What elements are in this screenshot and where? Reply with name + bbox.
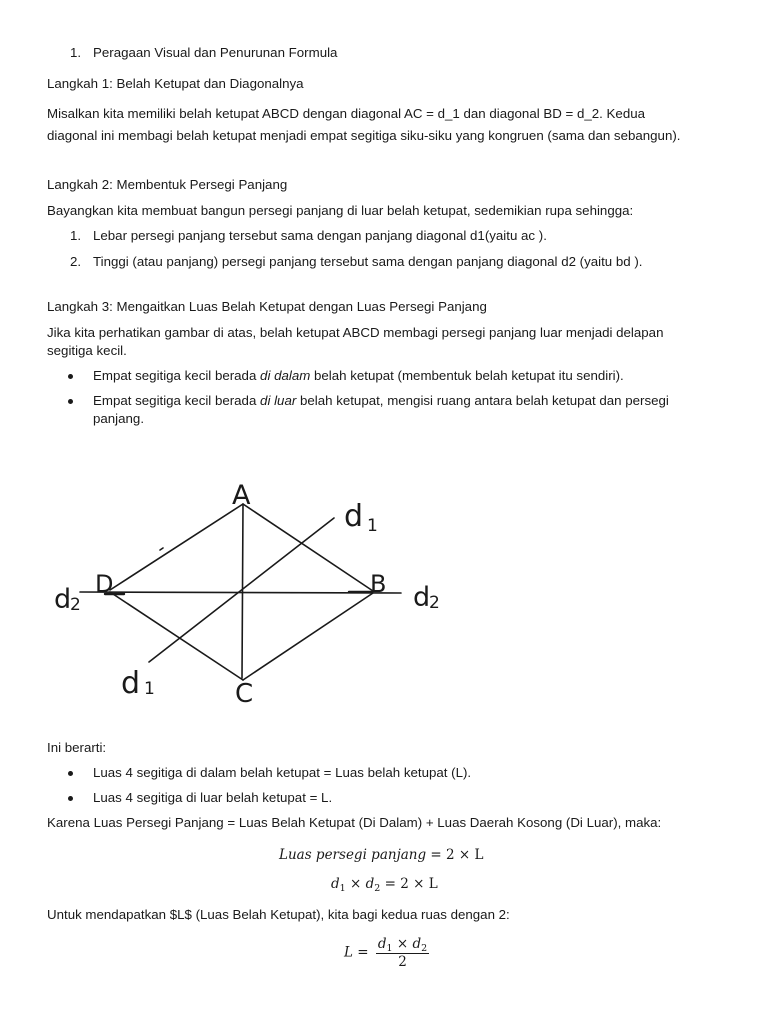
label-d2-left: d <box>54 584 72 615</box>
step3-bullet1: Empat segitiga kecil berada di dalam belah ketupat (membentuk belah ketupat itu sendiri). <box>93 368 624 383</box>
conclusion-intro: Ini berarti: <box>47 740 107 755</box>
label-d1-bottom-sub: 1 <box>144 679 155 699</box>
equation-1: Luas persegi panjang = 2 × L <box>279 847 484 863</box>
bullet-dot <box>68 796 73 801</box>
step3-bullet2-line2: panjang. <box>93 411 145 426</box>
step2-intro: Bayangkan kita membuat bangun persegi panjang di luar belah ketupat, sedemikian rupa sehingga: <box>47 203 634 218</box>
label-a: A <box>232 480 251 511</box>
conclusion-bullet2: Luas 4 segitiga di luar belah ketupat = L. <box>93 790 333 805</box>
step3-bullet2: Empat segitiga kecil berada di luar belah ketupat, mengisi ruang antara belah ketupat dan persegi <box>93 393 669 408</box>
stray-mark <box>160 548 163 550</box>
step1-line2: diagonal ini membagi belah ketupat menjadi empat segitiga siku-siku yang kongruen (sama dan sebangun). <box>47 128 681 143</box>
equation-3: L = $\frac{d_1 \times d_2}{2}$ <box>344 936 428 970</box>
step3-title: Langkah 3: Mengaitkan Luas Belah Ketupat dengan Luas Persegi Panjang <box>47 299 487 314</box>
label-d2-right: d <box>413 582 431 613</box>
diagonal-ac <box>242 504 243 678</box>
heading-number: 1. <box>70 45 82 60</box>
label-d: D <box>95 570 114 598</box>
label-c: C <box>235 679 254 709</box>
step3-line1: Jika kita perhatikan gambar di atas, belah ketupat ABCD membagi persegi panjang luar menjadi delapan <box>47 325 664 340</box>
bullet-dot <box>68 771 73 776</box>
equation-2: $d_1 \times d_2 = 2 \times L$ <box>331 876 438 894</box>
step1-line1: Misalkan kita memiliki belah ketupat ABCD dengan diagonal AC = d_1 dan diagonal BD = d_2. Kedua <box>47 106 646 121</box>
heading-title: Peragaan Visual dan Penurunan Formula <box>93 45 338 60</box>
step1-title: Langkah 1: Belah Ketupat dan Diagonalnya <box>47 76 304 91</box>
side-bc <box>243 593 373 680</box>
fraction: $\frac{d_1 \times d_2}{2}$ <box>377 936 428 970</box>
step2-item2-number: 2. <box>70 254 82 269</box>
label-d1-bottom: d <box>121 666 141 701</box>
label-d1-top-sub: 1 <box>367 516 378 536</box>
label-d2-left-sub: 2 <box>70 595 81 615</box>
step2-item1-text: Lebar persegi panjang tersebut sama dengan panjang diagonal d1(yaitu ac ). <box>93 228 547 243</box>
label-d2-right-sub: 2 <box>429 593 440 613</box>
label-b: B <box>370 570 387 598</box>
step2-item2-text: Tinggi (atau panjang) persegi panjang tersebut sama dengan panjang diagonal d2 (yaitu bd ). <box>93 254 643 269</box>
step3-line2: segitiga kecil. <box>47 343 127 358</box>
side-ad <box>110 504 243 590</box>
conclusion-bullet1: Luas 4 segitiga di dalam belah ketupat = Luas belah ketupat (L). <box>93 765 472 780</box>
conclusion-because: Karena Luas Persegi Panjang = Luas Belah Ketupat (Di Dalam) + Luas Daerah Kosong (Di Luar), maka: <box>47 815 662 830</box>
conclusion-to-get: Untuk mendapatkan $L$ (Luas Belah Ketupat), kita bagi kedua ruas dengan 2: <box>47 907 510 922</box>
label-d1-top: d <box>344 499 364 534</box>
step2-item1-number: 1. <box>70 228 82 243</box>
step2-title: Langkah 2: Membentuk Persegi Panjang <box>47 177 288 192</box>
